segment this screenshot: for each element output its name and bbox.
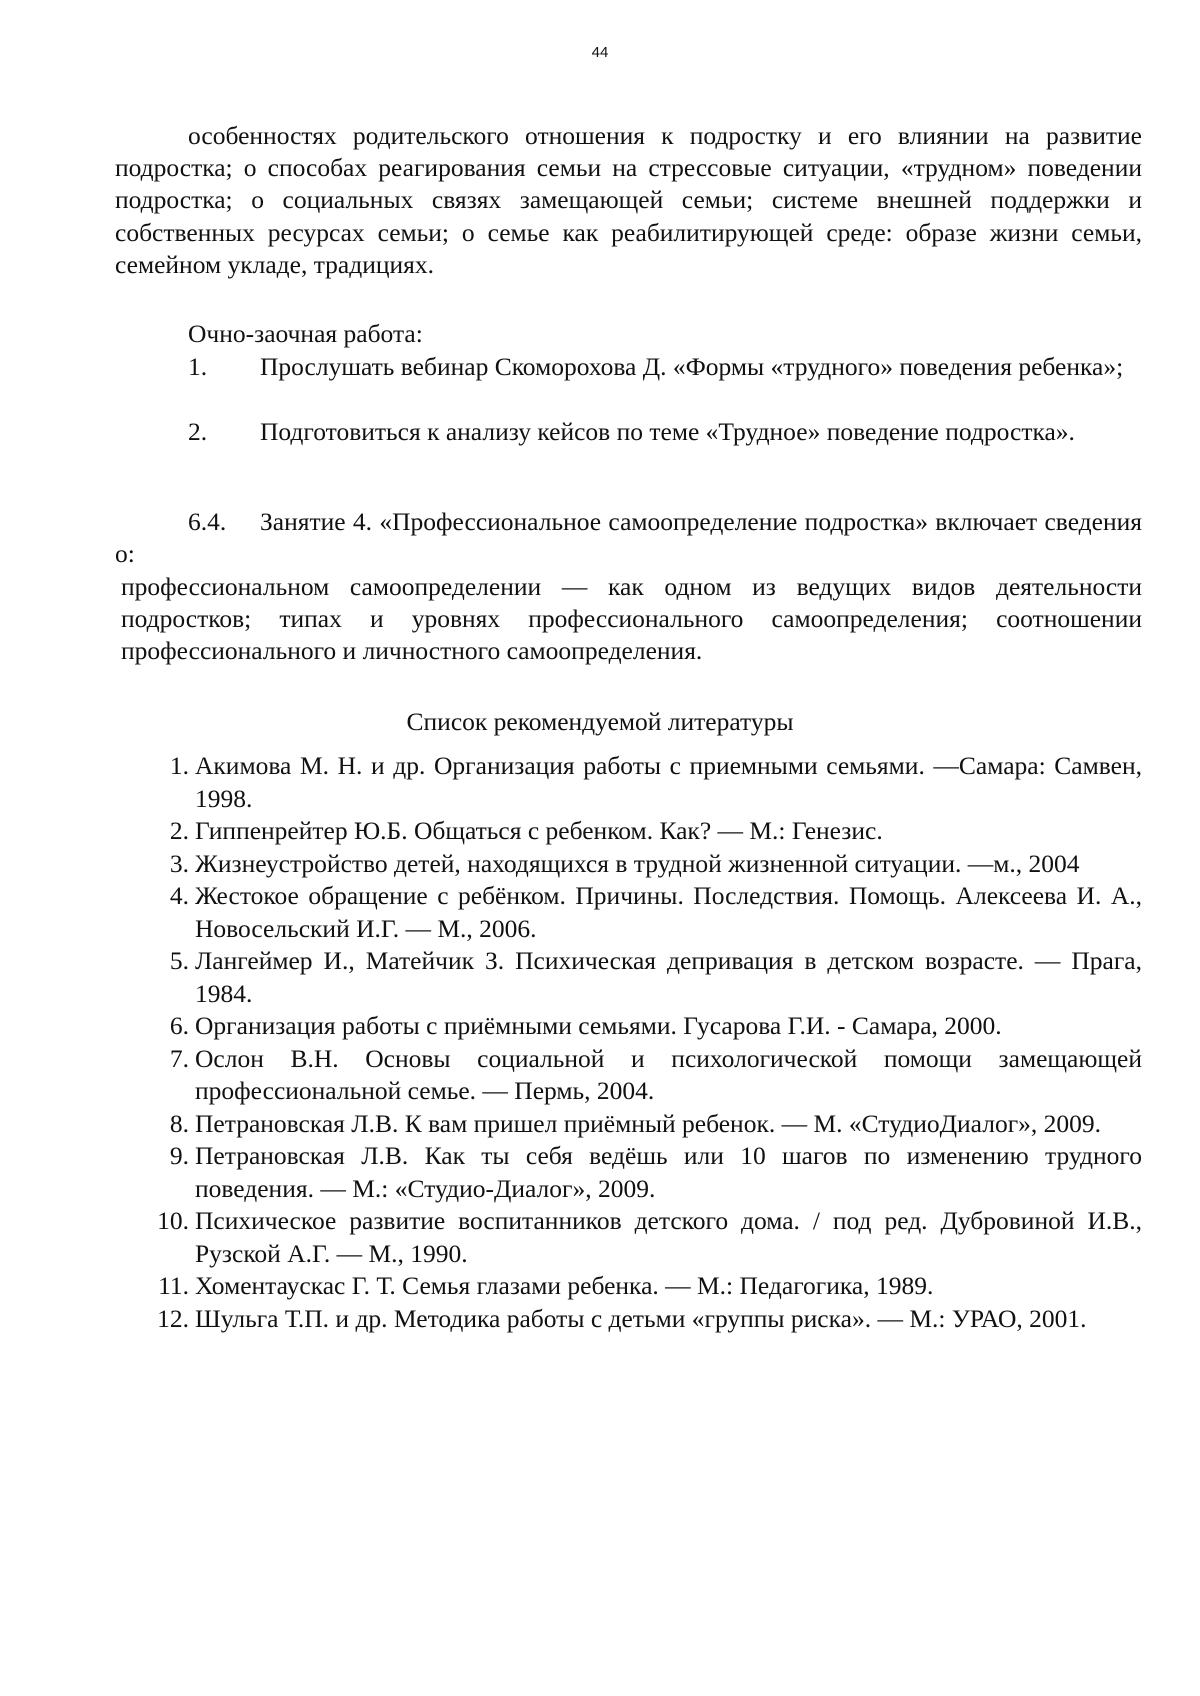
reference-item xyxy=(115,945,1142,1010)
references-list xyxy=(115,750,1142,1335)
assignment-item-1-text: Прослушать вебинар Скоморохова Д. «Формы «трудного» поведения ребенка»; xyxy=(260,352,1124,381)
reference-text: Петрановская Л.В. Как ты себя ведёшь или 10 шагов по изменению трудного поведения. — М.: «Студио-Диалог», 2009. xyxy=(195,1141,1142,1203)
assignment-item-2 xyxy=(115,416,1142,448)
reference-item xyxy=(115,750,1142,815)
paragraph-professional-self-determination: профессиональном самоопределении — как одном из ведущих видов деятельности подростков; типах и уровнях профессионального самоопределения; соотношении профессионального и личностного самоопределения. xyxy=(121,572,1142,666)
reference-text: Организация работы с приёмными семьями. Гусарова Г.И. - Самара, 2000. xyxy=(195,1011,1002,1040)
page-number: 44 xyxy=(591,44,609,61)
reference-item xyxy=(115,1108,1142,1141)
reference-item xyxy=(115,848,1142,881)
reference-number: 7. xyxy=(169,1043,189,1073)
reference-item xyxy=(115,1140,1142,1205)
reference-text: Жизнеустройство детей, находящихся в трудной жизненной ситуации. —м., 2004 xyxy=(195,848,1080,878)
reference-item xyxy=(115,1205,1142,1270)
reference-text: Гиппенрейтер Ю.Б. Общаться с ребенком. Как? — М.: Генезис. xyxy=(195,816,883,845)
assignment-item-1-number: 1. xyxy=(188,352,208,381)
reference-number: 8. xyxy=(169,1108,189,1138)
reference-text: Психическое развитие воспитанников детского дома. / под ред. Дубровиной И.В., Рузской А.Г. — М., 1990. xyxy=(195,1206,1142,1268)
reference-number: 12. xyxy=(157,1303,189,1333)
reference-number: 2. xyxy=(169,816,189,845)
session-4-text: Занятие 4. «Профессиональное самоопределение подростка» включает сведения о: xyxy=(115,507,1142,569)
reference-item xyxy=(115,1270,1142,1303)
reference-number: 6. xyxy=(169,1011,189,1040)
session-4-intro xyxy=(115,506,1142,570)
assignment-item-2-text: Подготовиться к анализу кейсов по теме «Трудное» поведение подростка». xyxy=(260,417,1075,446)
reference-item xyxy=(115,1010,1142,1043)
reference-item xyxy=(115,880,1142,945)
reference-number: 11. xyxy=(158,1271,189,1300)
reference-text: Акимова М. Н. и др. Организация работы с приемными семьями. —Самара: Самвен, 1998. xyxy=(195,751,1142,813)
reference-number: 3. xyxy=(169,848,189,878)
paragraph-family-influence: особенностях родительского отношения к подростку и его влиянии на развитие подростка; о способах реагирования семьи на стрессовые ситуации, «трудном» поведении подростка; о социальных связях замещающей семьи; системе внешней поддержки и собственных ресурсах семьи; о семье как реабилитирующей среде: образе жизни семьи, семейном укладе, традициях. xyxy=(115,121,1142,279)
reference-text: Петрановская Л.В. К вам пришел приёмный ребенок. — М. «СтудиоДиалог», 2009. xyxy=(195,1108,1102,1138)
assignment-item-2-number: 2. xyxy=(188,417,208,446)
reference-item xyxy=(115,1043,1142,1108)
reference-number: 1. xyxy=(169,751,189,780)
reference-number: 10. xyxy=(157,1206,189,1235)
reference-text: Жестокое обращение с ребёнком. Причины. Последствия. Помощь. Алексеева И. А., Новосельский И.Г. — М., 2006. xyxy=(195,881,1142,943)
reference-number: 9. xyxy=(169,1141,189,1170)
reference-item xyxy=(115,1303,1142,1336)
reference-text: Ослон В.Н. Основы социальной и психологической помощи замещающей профессиональной семье. — Пермь, 2004. xyxy=(195,1043,1142,1105)
reference-text: Лангеймер И., Матейчик З. Психическая депривация в детском возрасте. — Прага, 1984. xyxy=(195,946,1142,1008)
paragraph-distance-work-title: Очно-заочная работа: xyxy=(188,319,423,348)
session-4-number: 6.4. xyxy=(188,507,227,536)
references-heading: Список рекомендуемой литературы xyxy=(406,707,794,736)
assignment-item-1 xyxy=(115,351,1142,383)
reference-number: 5. xyxy=(169,946,189,975)
reference-text: Шульга Т.П. и др. Методика работы с детьми «группы риска». — М.: УРАО, 2001. xyxy=(195,1303,1087,1333)
reference-text: Хоментаускас Г. Т. Семья глазами ребенка. — М.: Педагогика, 1989. xyxy=(195,1271,934,1300)
reference-number: 4. xyxy=(169,881,189,910)
reference-item xyxy=(115,815,1142,848)
